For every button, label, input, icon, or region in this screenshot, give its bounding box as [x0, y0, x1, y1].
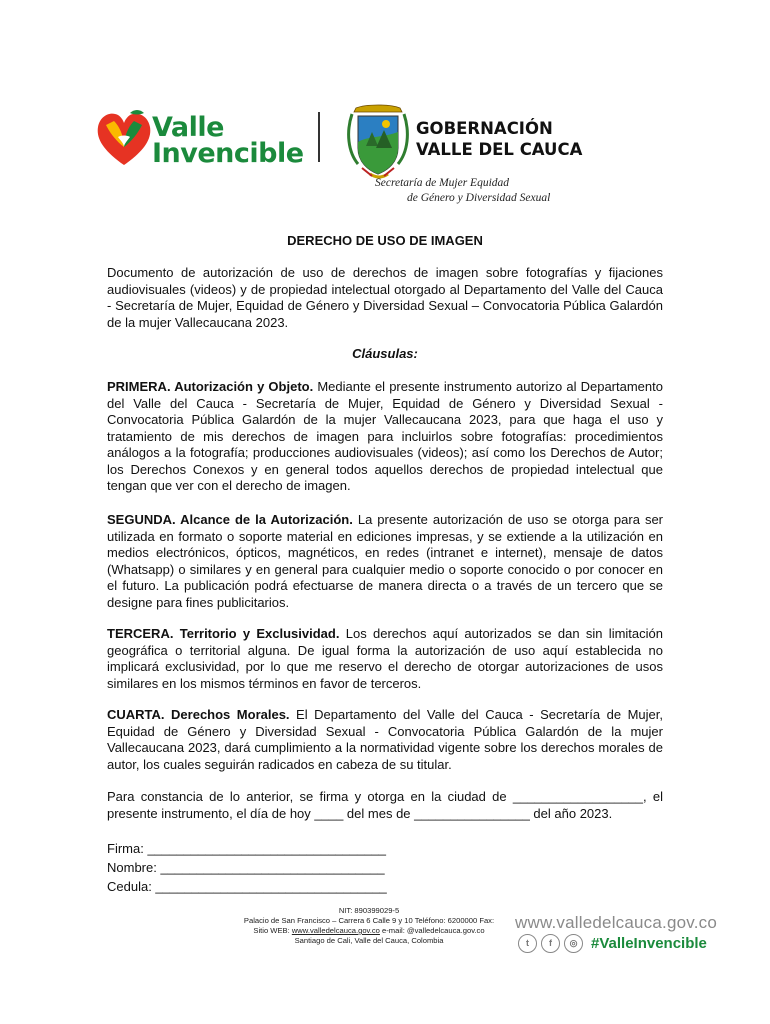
header-divider: [318, 112, 320, 162]
clause-tercera: [107, 626, 663, 692]
clause-cuarta: [107, 707, 663, 773]
clause-heading: CUARTA. Derechos Morales.: [107, 707, 290, 722]
valle-logo-line1: Valle: [152, 112, 224, 143]
clause-segunda: [107, 512, 663, 611]
gobernacion-logo: [342, 102, 583, 182]
footer-address: Palacio de San Francisco – Carrera 6 Calle 9 y 10 Teléfono: 6200000 Fax:: [243, 916, 495, 925]
firma-field[interactable]: Firma: _________________________________: [107, 841, 387, 856]
footer-web-line: [225, 926, 513, 936]
clause-primera: [107, 379, 663, 495]
secretaria-subtitle: [360, 176, 550, 206]
clause-heading: TERCERA. Territorio y Exclusividad.: [107, 626, 340, 641]
intro-paragraph: Documento de autorización de uso de derechos de imagen sobre fotografías y fijaciones audiovisuales (videos) y de propiedad intelectual otorgado al Departamento del Valle del Cauca - Secretaría de Mujer, Equidad de Género y Diversidad Sexual – Convocatoria Pública Galardón de la mujer Vallecaucana 2023.: [107, 265, 663, 330]
clause-text: La presente autorización de uso se otorga para ser utilizada en formato o soporte material en ediciones impresas, y se extiende a la utilización en medios electrónicos, ópticos, magnéticos, en redes (intranet e internet), mensaje de datos (Whatsapp) o similares y en general para cualquier medio o soporte conocido o por conocer en el futuro. La publicación podrá efectuarse de manera directa o a través de un tercero que se designe para fines publicitarios.: [107, 512, 664, 610]
gobernacion-line2: VALLE DEL CAUCA: [416, 140, 583, 159]
valle-logo-line2: Invencible: [152, 138, 304, 169]
footer-contact-info: [225, 906, 513, 946]
footer-nit: NIT: 890399029-5: [338, 906, 400, 915]
footer-web-link[interactable]: www.valledelcauca.gov.co: [291, 926, 380, 935]
secretaria-line1: Secretaría de Mujer Equidad: [375, 177, 510, 189]
valle-invencible-wordmark: [152, 112, 304, 169]
footer-email: e-mail: @valledelcauca.gov.co: [379, 926, 485, 935]
instagram-icon[interactable]: ◎: [564, 934, 583, 953]
clause-heading: PRIMERA. Autorización y Objeto.: [107, 379, 314, 394]
twitter-icon[interactable]: t: [518, 934, 537, 953]
clause-text: Mediante el presente instrumento autorizo al Departamento del Valle del Cauca - Secretaría de Mujer, Equidad de Género y Diversidad Sexual - Convocatoria Pública Galardón de la mujer Vallecaucana 2023, para que haga el uso y tratamiento de mis derechos de imagen para incluirlos sobre fotografías: procedimientos análogos a la fotografía; producciones audiovisuales (videos); así como los Derechos de Autor; los Derechos Conexos y en general todos aquellos derechos de propiedad intelectual que tengan que ver con el derecho de imagen.: [107, 379, 663, 493]
clause-text: Los derechos aquí autorizados se dan sin limitación geográfica o territorial alguna. De igual forma la autorización de uso aquí establecida no implicará exclusividad, por lo que me reservo el derecho de otorgar autorizaciones de usos similares en los mismos términos en favor de terceros.: [107, 626, 663, 691]
document-title: DERECHO DE USO DE IMAGEN: [287, 233, 483, 248]
footer-website[interactable]: www.valledelcauca.gov.co: [515, 913, 717, 932]
coat-of-arms-icon: [342, 102, 414, 180]
clause-text: El Departamento del Valle del Cauca - Secretaría de Mujer, Equidad de Género y Diversidad Sexual - Convocatoria Pública Galardón de la mujer Vallecaucana 2023, dará cumplimiento a la normatividad vigente sobre los derechos morales de autor, los cuales seguirán radicados en cabeza de su titular.: [107, 707, 663, 772]
clause-heading: SEGUNDA. Alcance de la Autorización.: [107, 512, 353, 527]
footer-city: Santiago de Cali, Valle del Cauca, Colombia: [294, 936, 444, 945]
gobernacion-title: [416, 118, 582, 160]
hashtag-valle-invencible: #ValleInvencible: [591, 934, 707, 952]
clausulas-heading: Cláusulas:: [352, 346, 418, 361]
valle-invencible-logo: [94, 105, 304, 175]
closing-paragraph: Para constancia de lo anterior, se firma y otorga en la ciudad de __________________, el presente instrumento, el día de hoy ____ del mes de ________________ del año 2023.: [107, 789, 663, 821]
cedula-field[interactable]: Cedula: ________________________________: [107, 879, 387, 894]
signature-fields: [107, 839, 387, 896]
footer-social: [518, 932, 707, 954]
nombre-field[interactable]: Nombre: _______________________________: [107, 860, 385, 875]
footer-web-label: Sitio WEB:: [253, 926, 292, 935]
gobernacion-line1: GOBERNACIÓN: [416, 119, 553, 138]
secretaria-line2: de Género y Diversidad Sexual: [407, 192, 551, 204]
facebook-icon[interactable]: f: [541, 934, 560, 953]
heart-logo-icon: [94, 107, 154, 169]
